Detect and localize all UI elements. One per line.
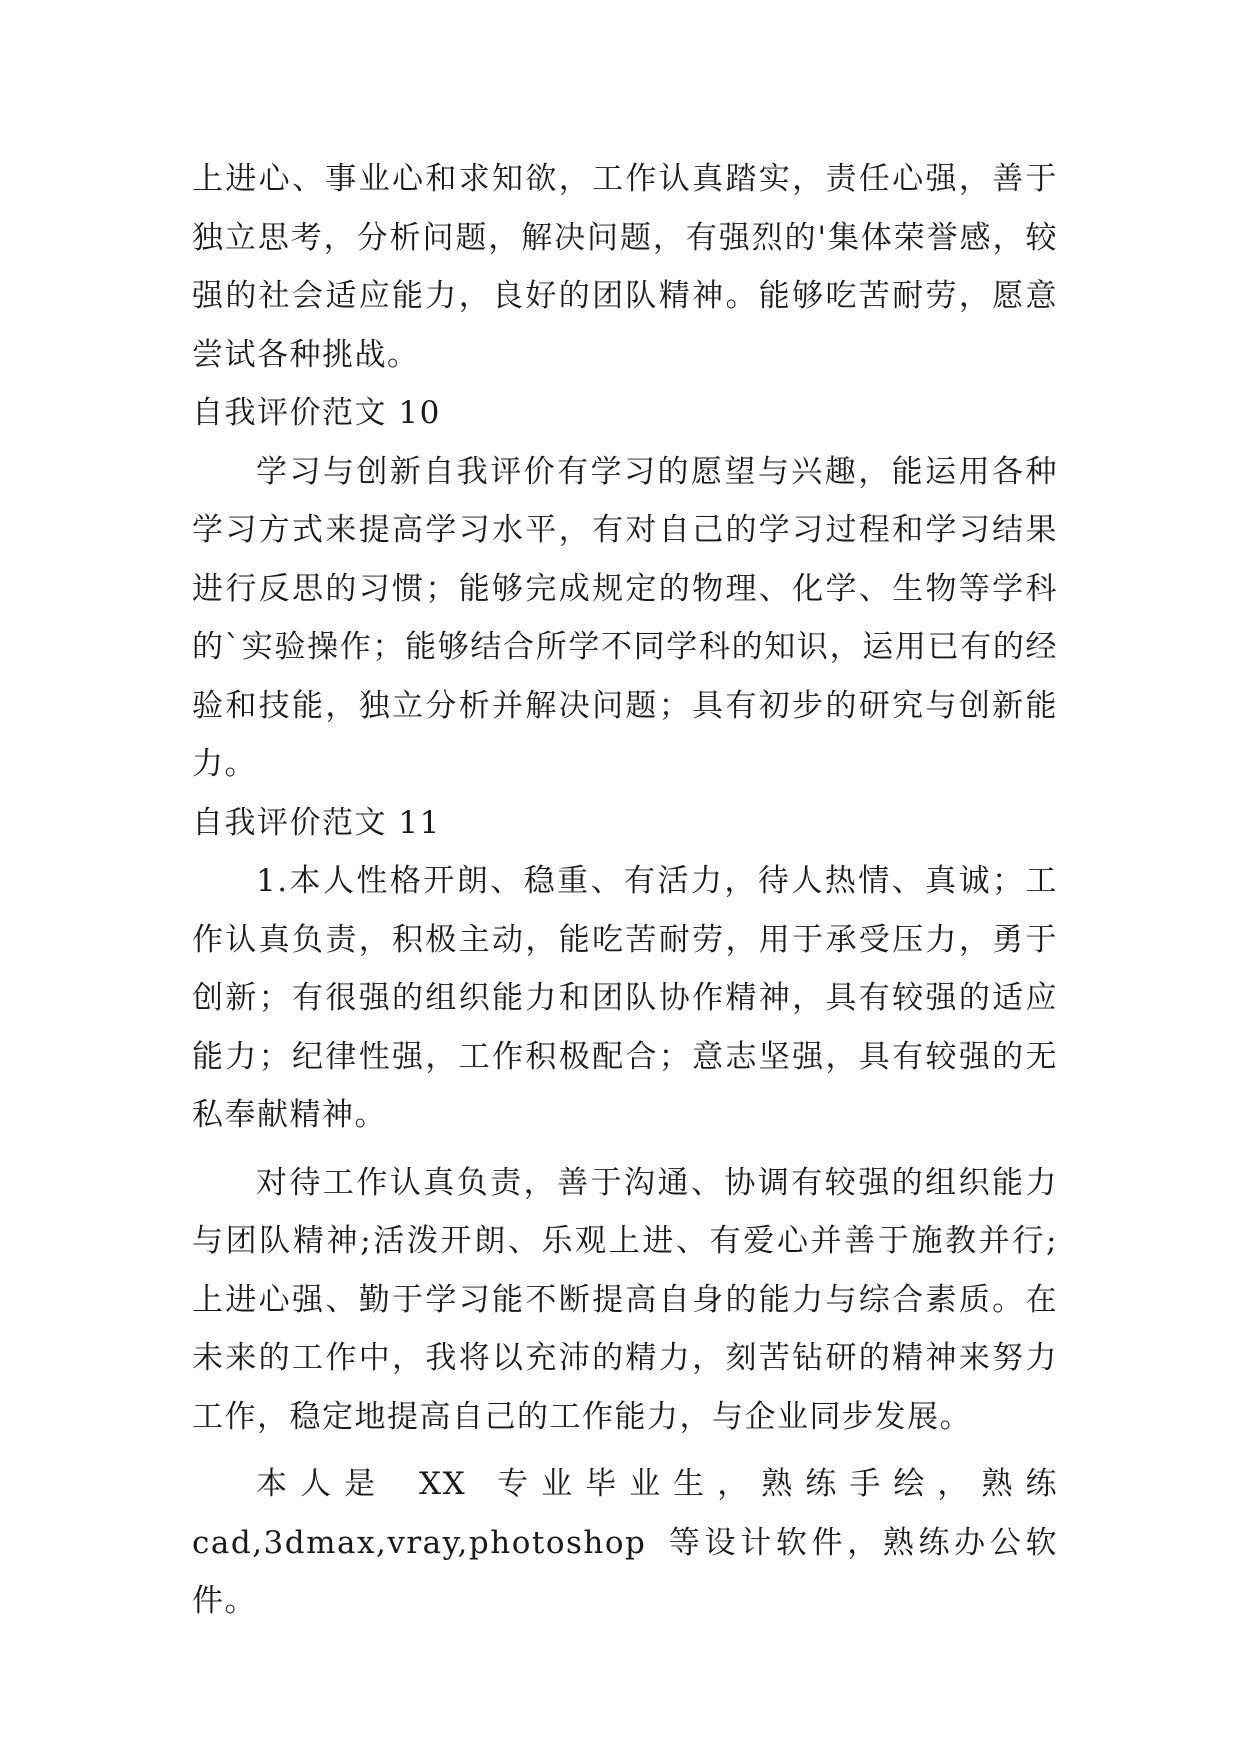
paragraph-section-11-b: 对待工作认真负责，善于沟通、协调有较强的组织能力与团队精神;活泼开朗、乐观上进、有爱心并善于施教并行;上进心强、勤于学习能不断提高自身的能力与综合素质。在未来的工作中，我将以充沛的精力，刻苦钻研的精神来努力工作，稳定地提高自己的工作能力，与企业同步发展。 xyxy=(192,1164,1058,1435)
paragraph-section-10: 学习与创新自我评价有学习的愿望与兴趣，能运用各种学习方式来提高学习水平，有对自己的学习过程和学习结果进行反思的习惯；能够完成规定的物理、化学、生物等学科的`实验操作；能够结合所学不同学科的知识，运用已有的经验和技能，独立分析并解决问题；具有初步的研究与创新能力。 xyxy=(192,453,1058,782)
paragraph-continuation: 上进心、事业心和求知欲，工作认真踏实，责任心强，善于独立思考，分析问题，解决问题，有强烈的'集体荣誉感，较强的社会适应能力，良好的团队精神。能够吃苦耐劳，愿意尝试各种挑战。 xyxy=(192,161,1058,373)
document-body xyxy=(192,150,1058,1631)
paragraph-section-11-a: 1.本人性格开朗、稳重、有活力，待人热情、真诚；工作认真负责，积极主动，能吃苦耐劳，用于承受压力，勇于创新；有很强的组织能力和团队协作精神，具有较强的适应能力；纪律性强，工作积极配合；意志坚强，具有较强的无私奉献精神。 xyxy=(192,863,1058,1133)
paragraph-section-11-c: 本人是 XX 专业毕业生，熟练手绘，熟练cad,3dmax,vray,photoshop 等设计软件，熟练办公软件。 xyxy=(192,1466,1058,1619)
section-heading-10: 自我评价范文 10 xyxy=(192,395,441,431)
section-heading-11: 自我评价范文 11 xyxy=(192,804,441,841)
